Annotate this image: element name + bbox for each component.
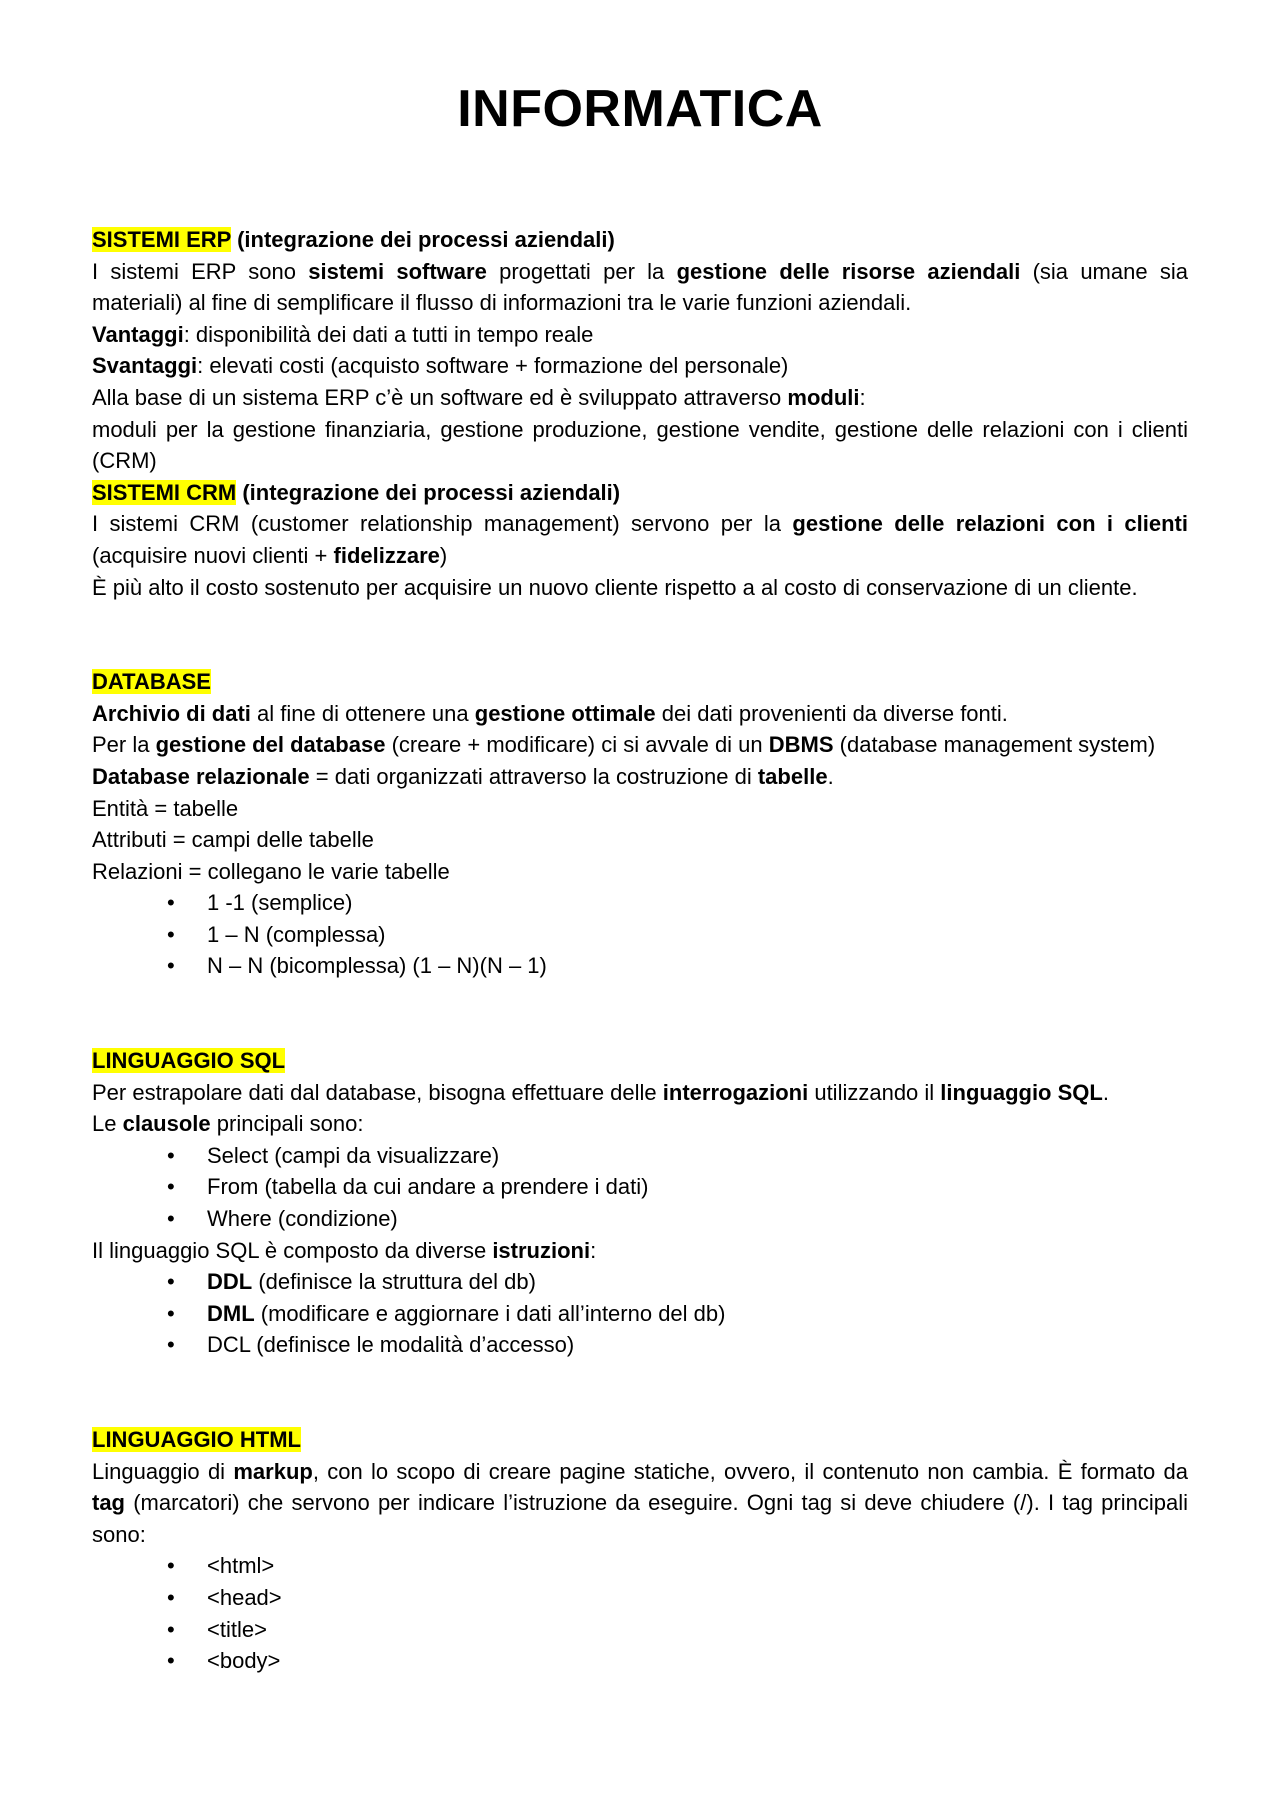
text-run: . bbox=[827, 763, 834, 789]
crm-costo: È più alto il costo sostenuto per acquisire un nuovo cliente rispetto a al costo di conservazione di un cliente. bbox=[92, 574, 1138, 600]
erp-vantaggi bbox=[92, 319, 1188, 351]
database-heading bbox=[92, 666, 1188, 698]
crm-heading bbox=[92, 477, 1188, 509]
section-database bbox=[92, 666, 1188, 982]
list-item: • Where (condizione) bbox=[207, 1203, 1188, 1235]
bold-run: gestione ottimale bbox=[474, 700, 656, 726]
text-run: . bbox=[1102, 1079, 1109, 1105]
text-run: Alla base di un sistema ERP c’è un software ed è sviluppato attraverso bbox=[92, 384, 788, 410]
text-run: (database management system) bbox=[833, 732, 1156, 758]
sql-interrogazioni bbox=[92, 1077, 1188, 1109]
text-run: Per estrapolare dati dal database, bisogna effettuare delle bbox=[92, 1079, 663, 1105]
clausole-list bbox=[92, 1140, 1188, 1235]
bold-run: Svantaggi bbox=[92, 353, 198, 379]
text-run: al fine di ottenere una bbox=[250, 700, 475, 726]
bold-run: linguaggio SQL bbox=[940, 1079, 1103, 1105]
text-run: utilizzando il bbox=[808, 1079, 941, 1105]
relazioni-list bbox=[92, 887, 1188, 982]
crm-heading-note: (integrazione dei processi aziendali) bbox=[236, 479, 621, 505]
text-run: = dati organizzati attraverso la costruzione di bbox=[309, 763, 758, 789]
list-item: • 1 – N (complessa) bbox=[207, 919, 1188, 951]
list-item: • <body> bbox=[207, 1645, 1188, 1677]
section-html bbox=[92, 1424, 1188, 1677]
section-sql bbox=[92, 1045, 1188, 1361]
erp-svantaggi bbox=[92, 350, 1188, 382]
sql-heading bbox=[92, 1045, 1188, 1077]
bold-run: markup bbox=[233, 1458, 313, 1484]
text-run: , con lo scopo di creare pagine statiche, ovvero, il contenuto non cambia. È formato da bbox=[312, 1458, 1188, 1484]
list-item: • <html> bbox=[207, 1550, 1188, 1582]
text-run: : bbox=[859, 384, 866, 410]
tags-list bbox=[92, 1550, 1188, 1676]
bold-run: clausole bbox=[122, 1111, 211, 1137]
database-dbms bbox=[92, 729, 1188, 761]
text-run: Il linguaggio SQL è composto da diverse bbox=[92, 1237, 493, 1263]
list-item: • <head> bbox=[207, 1582, 1188, 1614]
text-run: principali sono: bbox=[210, 1111, 364, 1137]
list-item bbox=[207, 1266, 1188, 1298]
bold-run: interrogazioni bbox=[662, 1079, 809, 1105]
text-run: (creare + modificare) ci si avvale di un bbox=[385, 732, 769, 758]
database-relazioni: Relazioni = collegano le varie tabelle bbox=[92, 858, 450, 884]
list-item: • N – N (bicomplessa) (1 – N)(N – 1) bbox=[207, 950, 1188, 982]
bold-run: sistemi software bbox=[308, 258, 487, 284]
erp-moduli: moduli per la gestione finanziaria, gestione produzione, gestione vendite, gestione delle relazioni con i clienti (CRM) bbox=[92, 416, 1188, 474]
text-run: (marcatori) che servono per indicare l’istruzione da eseguire. Ogni tag si deve chiudere (/). I tag principali sono: bbox=[92, 1490, 1188, 1547]
list-item: • 1 -1 (semplice) bbox=[207, 887, 1188, 919]
bold-run: moduli bbox=[787, 384, 860, 410]
text-run: dei dati provenienti da diverse fonti. bbox=[655, 700, 1008, 726]
bold-run: fidelizzare bbox=[333, 542, 440, 568]
bold-run: tabelle bbox=[757, 763, 828, 789]
list-item: • From (tabella da cui andare a prendere i dati) bbox=[207, 1171, 1188, 1203]
text-run: progettati per la bbox=[486, 258, 677, 284]
erp-definition bbox=[92, 256, 1188, 319]
bold-run: Archivio di dati bbox=[92, 700, 251, 726]
list-item bbox=[207, 1298, 1188, 1330]
sql-heading-highlight: LINGUAGGIO SQL bbox=[92, 1048, 286, 1074]
bold-run: gestione delle risorse aziendali bbox=[676, 258, 1021, 284]
bold-run: gestione del database bbox=[155, 732, 386, 758]
list-item bbox=[207, 1329, 1188, 1361]
text-run: Per la bbox=[92, 732, 156, 758]
erp-base bbox=[92, 382, 1188, 414]
page-title: INFORMATICA bbox=[457, 80, 823, 138]
sql-istruzioni-intro bbox=[92, 1235, 1188, 1267]
text-run: (definisce la struttura del db) bbox=[252, 1269, 536, 1295]
bold-run: gestione delle relazioni con i clienti bbox=[792, 511, 1188, 537]
text-run: (sia umane sia materiali) al fine di semplificare il flusso di informazioni tra le varie funzioni aziendali. bbox=[92, 258, 1188, 316]
database-heading-highlight: DATABASE bbox=[92, 669, 211, 695]
html-heading bbox=[92, 1424, 1188, 1456]
sql-clausole-intro bbox=[92, 1108, 1188, 1140]
text-run: Le bbox=[92, 1111, 123, 1137]
text-run: (modificare e aggiornare i dati all’interno del db) bbox=[254, 1300, 726, 1326]
bold-run: istruzioni bbox=[492, 1237, 591, 1263]
database-attributi: Attributi = campi delle tabelle bbox=[92, 827, 374, 853]
database-entita: Entità = tabelle bbox=[92, 795, 239, 821]
bold-run: DDL bbox=[207, 1269, 253, 1295]
bold-run: Database relazionale bbox=[92, 763, 310, 789]
text-run: : disponibilità dei dati a tutti in tempo reale bbox=[183, 321, 594, 347]
bold-run: tag bbox=[92, 1490, 125, 1516]
text-run: Linguaggio di bbox=[92, 1458, 234, 1484]
text-run: I sistemi CRM (customer relationship management) servono per la bbox=[92, 511, 793, 537]
erp-heading-highlight: SISTEMI ERP bbox=[92, 227, 231, 252]
text-run: ) bbox=[439, 542, 448, 568]
crm-heading-highlight: SISTEMI CRM bbox=[92, 479, 237, 505]
text-run: (acquisire nuovi clienti + bbox=[92, 542, 334, 568]
istruzioni-list bbox=[92, 1266, 1188, 1361]
text-run: DCL (definisce le modalità d’accesso) bbox=[207, 1332, 575, 1358]
crm-definition bbox=[92, 508, 1188, 571]
list-item: • Select (campi da visualizzare) bbox=[207, 1140, 1188, 1172]
text-run: : bbox=[590, 1237, 597, 1263]
bold-run: Vantaggi bbox=[92, 321, 184, 347]
erp-heading bbox=[92, 224, 1188, 256]
bold-run: DBMS bbox=[768, 732, 834, 758]
text-run: I sistemi ERP sono bbox=[92, 258, 309, 284]
database-relazionale bbox=[92, 761, 1188, 793]
bold-run: DML bbox=[207, 1300, 255, 1326]
erp-heading-note: (integrazione dei processi aziendali) bbox=[230, 227, 615, 252]
database-archivio bbox=[92, 698, 1188, 730]
text-run: : elevati costi (acquisto software + formazione del personale) bbox=[197, 353, 789, 379]
html-heading-highlight: LINGUAGGIO HTML bbox=[92, 1427, 301, 1452]
list-item: • <title> bbox=[207, 1614, 1188, 1646]
section-erp-crm bbox=[92, 224, 1188, 603]
html-markup bbox=[92, 1456, 1188, 1551]
